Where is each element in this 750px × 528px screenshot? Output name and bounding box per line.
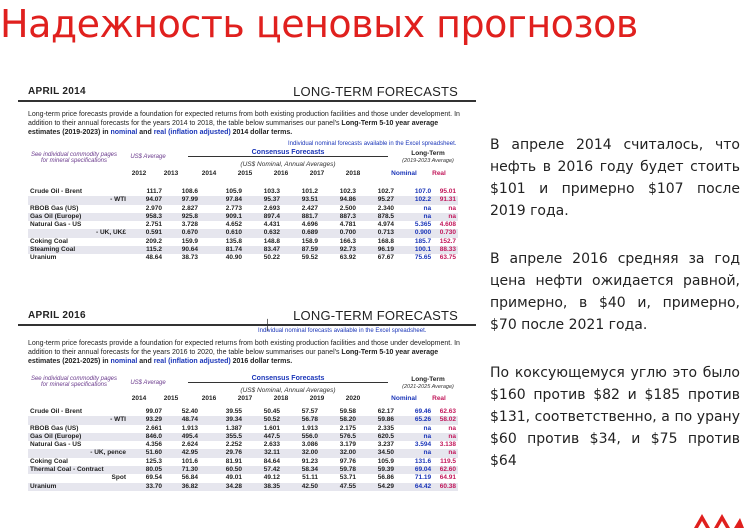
value-cell: 59.39 bbox=[358, 466, 396, 474]
value-cell: 0.591 bbox=[128, 229, 164, 237]
value-cell: 0.713 bbox=[358, 229, 396, 237]
value-cell: 48.74 bbox=[164, 416, 200, 424]
year: 2017 bbox=[309, 170, 325, 177]
commodity-name: Gas Oil (Europe) bbox=[28, 433, 128, 441]
see-note: See individual commodity pages for mineral specifications bbox=[30, 376, 118, 388]
value-cell: 81.91 bbox=[225, 457, 242, 465]
value-cell: 111.7 bbox=[146, 188, 162, 195]
nominal-cell: na bbox=[396, 433, 433, 441]
real-cell: 63.75 bbox=[439, 254, 456, 262]
panel-header bbox=[18, 84, 476, 102]
nominal-cell: 100.1 bbox=[396, 246, 433, 254]
table-row bbox=[28, 425, 458, 433]
value-cell: 81.74 bbox=[200, 246, 244, 254]
value-cell: 556.0 bbox=[282, 433, 320, 441]
value-cell: 32.11 bbox=[244, 449, 282, 457]
value-cell: 4.652 bbox=[225, 221, 242, 229]
value-cell: 71.30 bbox=[164, 466, 200, 474]
value-cell: 105.9 bbox=[225, 188, 242, 195]
value-cell: 49.12 bbox=[263, 474, 280, 482]
value-cell: 50.52 bbox=[244, 416, 282, 424]
value-cell: 101.6 bbox=[181, 457, 198, 465]
real-header: Real bbox=[432, 170, 446, 177]
value-cell: 94.86 bbox=[320, 196, 358, 204]
forecast-panel-2016 bbox=[18, 308, 476, 528]
para-end: 2016 dollar terms. bbox=[230, 358, 293, 365]
nominal-cell: 185.7 bbox=[414, 237, 432, 245]
real-cell: na bbox=[433, 213, 458, 221]
value-cell: 897.4 bbox=[244, 213, 282, 221]
table-row bbox=[28, 441, 458, 449]
value-cell: 51.60 bbox=[128, 449, 164, 457]
value-cell: 887.3 bbox=[320, 213, 358, 221]
uss-average: US$ Average bbox=[130, 154, 166, 160]
commodity-name: Uranium bbox=[30, 254, 57, 262]
para-and: and bbox=[137, 358, 154, 365]
real-cell: 3.138 bbox=[439, 441, 456, 449]
nominal-cell: 65.26 bbox=[396, 416, 433, 424]
commodity-name: Crude Oil - Brent bbox=[30, 408, 83, 415]
value-cell: 32.00 bbox=[320, 449, 358, 457]
value-cell: 4.431 bbox=[263, 221, 280, 229]
value-cell: 95.37 bbox=[244, 196, 282, 204]
value-cell: 29.76 bbox=[200, 449, 244, 457]
value-cell: 2.624 bbox=[181, 441, 198, 449]
value-cell: 166.3 bbox=[339, 237, 356, 245]
individual-note: Individual nominal forecasts available in the Excel spreadsheet. bbox=[288, 141, 457, 147]
panel-date: APRIL 2016 bbox=[28, 310, 86, 321]
nominal-cell: 0.900 bbox=[396, 229, 433, 237]
table-row bbox=[28, 229, 458, 237]
value-cell: 59.52 bbox=[301, 254, 318, 262]
value-cell: 846.0 bbox=[128, 433, 164, 441]
real-cell: 4.608 bbox=[439, 221, 456, 229]
value-cell: 84.64 bbox=[263, 457, 280, 465]
value-cell: 135.8 bbox=[225, 237, 242, 245]
commodity-name: Natural Gas - US bbox=[30, 221, 82, 229]
commodity-name: Steaming Coal bbox=[28, 246, 128, 254]
year: 2017 bbox=[237, 395, 253, 402]
commodity-name: - UK, UK£ bbox=[28, 229, 128, 237]
value-cell: 59.78 bbox=[320, 466, 358, 474]
value-cell: 2.340 bbox=[377, 204, 394, 212]
nominal-cell: 131.6 bbox=[414, 457, 432, 465]
forecast-panel-2014 bbox=[18, 84, 476, 306]
para-text: Long-term price forecasts provide a foundation for expected returns from both existing production facilities and those under development. In addition to their annual forecasts for the years 2014 to 2018, the table below summarises our panel's bbox=[28, 111, 460, 127]
value-cell: 97.84 bbox=[200, 196, 244, 204]
table-row bbox=[28, 238, 458, 246]
commodity-name: Coking Coal bbox=[30, 457, 68, 465]
table-row bbox=[28, 205, 458, 213]
nominal-cell: 71.19 bbox=[414, 474, 432, 482]
value-cell: 42.50 bbox=[282, 483, 320, 491]
value-cell: 1.913 bbox=[181, 424, 198, 432]
value-cell: 0.670 bbox=[164, 229, 200, 237]
table-row bbox=[28, 408, 458, 416]
nominal-cell: 75.65 bbox=[414, 254, 432, 262]
value-cell: 0.700 bbox=[320, 229, 358, 237]
value-cell: 102.7 bbox=[377, 188, 394, 195]
commodity-name: Thermal Coal - Contract bbox=[28, 466, 128, 474]
table-row bbox=[28, 474, 458, 482]
long-term-sub: (2021-2025 Average) bbox=[402, 384, 454, 390]
long-term-title: Long-Term bbox=[411, 150, 445, 157]
value-cell: 115.2 bbox=[128, 246, 164, 254]
real-cell: 58.02 bbox=[433, 416, 458, 424]
consensus-title: Consensus Forecasts bbox=[188, 149, 388, 157]
nominal-cell: 69.04 bbox=[396, 466, 433, 474]
value-cell: 2.773 bbox=[225, 204, 242, 212]
year: 2018 bbox=[273, 395, 289, 402]
real-cell: 0.730 bbox=[433, 229, 458, 237]
value-cell: 50.22 bbox=[263, 254, 280, 262]
value-cell: 495.4 bbox=[164, 433, 200, 441]
value-cell: 925.8 bbox=[164, 213, 200, 221]
long-term-sub: (2019-2023 Average) bbox=[402, 158, 454, 164]
table-row bbox=[28, 188, 458, 196]
table-row bbox=[28, 449, 458, 457]
para-nominal: nominal bbox=[110, 129, 138, 136]
value-cell: 91.23 bbox=[301, 457, 318, 465]
value-cell: 40.90 bbox=[225, 254, 242, 262]
para-real: real (inflation adjusted) bbox=[153, 129, 231, 136]
real-cell: 152.7 bbox=[439, 237, 456, 245]
value-cell: 56.78 bbox=[282, 416, 320, 424]
real-cell: 95.01 bbox=[439, 188, 456, 195]
value-cell: 102.3 bbox=[339, 188, 356, 195]
value-cell: 4.781 bbox=[339, 221, 356, 229]
value-cell: 99.07 bbox=[145, 408, 162, 415]
forecast-table-2014 bbox=[28, 188, 458, 263]
value-cell: 32.00 bbox=[282, 449, 320, 457]
real-cell: 62.60 bbox=[433, 466, 458, 474]
value-cell: 909.1 bbox=[200, 213, 244, 221]
real-cell: na bbox=[433, 449, 458, 457]
commentary-paragraph-3: По коксующемуся углю это было $160 против $82 и $185 против $131, соответственно, а по урану $60 против $34, и $75 против $64 bbox=[490, 365, 740, 469]
value-cell: 355.5 bbox=[200, 433, 244, 441]
commodity-name: RBOB Gas (US) bbox=[30, 424, 79, 432]
value-cell: 2.175 bbox=[339, 424, 356, 432]
value-cell: 2.500 bbox=[339, 204, 356, 212]
nominal-cell: 69.46 bbox=[414, 408, 432, 415]
value-cell: 69.54 bbox=[145, 474, 162, 482]
value-cell: 50.45 bbox=[263, 408, 280, 415]
commodity-name: Uranium bbox=[28, 483, 128, 491]
value-cell: 48.64 bbox=[145, 254, 162, 262]
value-cell: 51.11 bbox=[302, 474, 318, 482]
consensus-sub: (US$ Nominal, Annual Averages) bbox=[240, 387, 336, 394]
real-cell: na bbox=[448, 204, 456, 212]
value-cell: 93.29 bbox=[128, 416, 164, 424]
value-cell: 93.51 bbox=[282, 196, 320, 204]
logo-icon bbox=[690, 512, 744, 528]
nominal-cell: 3.594 bbox=[414, 441, 432, 449]
value-cell: 57.42 bbox=[244, 466, 282, 474]
value-cell: 2.661 bbox=[145, 424, 162, 432]
table-row bbox=[28, 483, 458, 491]
value-cell: 878.5 bbox=[358, 213, 396, 221]
value-cell: 80.05 bbox=[128, 466, 164, 474]
value-cell: 105.9 bbox=[377, 457, 394, 465]
value-cell: 97.76 bbox=[339, 457, 356, 465]
value-cell: 58.20 bbox=[320, 416, 358, 424]
value-cell: 2.827 bbox=[181, 204, 198, 212]
real-cell: 60.38 bbox=[433, 483, 458, 491]
nominal-cell: na bbox=[423, 424, 432, 432]
year: 2014 bbox=[131, 395, 147, 402]
value-cell: 148.8 bbox=[263, 237, 280, 245]
nominal-cell: na bbox=[396, 213, 433, 221]
value-cell: 3.237 bbox=[377, 441, 394, 449]
nominal-cell: na bbox=[423, 204, 432, 212]
table-row bbox=[28, 458, 458, 466]
value-cell: 38.35 bbox=[244, 483, 282, 491]
table-row bbox=[28, 246, 458, 254]
real-cell: na bbox=[433, 433, 458, 441]
table-row bbox=[28, 466, 458, 474]
value-cell: 108.6 bbox=[181, 188, 198, 195]
commodity-name: - WTI bbox=[28, 196, 128, 204]
para-text: Long-term price forecasts provide a foundation for expected returns from both existing production facilities and those under development. In addition to their annual forecasts for the years 2016 to 2020, the table below summarises our panel's bbox=[28, 340, 460, 356]
commodity-name: Crude Oil - Brent bbox=[30, 188, 83, 195]
slide-title: Надежность ценовых прогнозов bbox=[0, 2, 638, 46]
value-cell: 53.71 bbox=[339, 474, 356, 482]
value-cell: 83.47 bbox=[244, 246, 282, 254]
value-cell: 2.427 bbox=[301, 204, 318, 212]
value-cell: 1.387 bbox=[225, 424, 242, 432]
panel-paragraph bbox=[28, 110, 466, 137]
value-cell: 2.970 bbox=[145, 204, 162, 212]
year: 2015 bbox=[237, 170, 253, 177]
commentary-paragraph-2: В апреле 2016 средняя за год цена нефти ожидается равной, примерно, в $40 и, примерно, $70 после 2021 года. bbox=[490, 251, 740, 333]
value-cell: 1.913 bbox=[301, 424, 318, 432]
consensus-sub: (US$ Nominal, Annual Averages) bbox=[240, 161, 336, 168]
value-cell: 3.086 bbox=[301, 441, 318, 449]
value-cell: 42.95 bbox=[164, 449, 200, 457]
commodity-name: Coking Coal bbox=[30, 237, 68, 245]
value-cell: 1.601 bbox=[263, 424, 280, 432]
uss-average: US$ Average bbox=[130, 380, 166, 386]
year: 2012 bbox=[131, 170, 147, 177]
see-note: See individual commodity pages for mineral specifications bbox=[30, 152, 118, 164]
value-cell: 90.64 bbox=[164, 246, 200, 254]
table-row bbox=[28, 196, 458, 204]
value-cell: 54.29 bbox=[358, 483, 396, 491]
value-cell: 56.86 bbox=[377, 474, 394, 482]
value-cell: 38.73 bbox=[181, 254, 198, 262]
year: 2018 bbox=[345, 170, 361, 177]
year: 2014 bbox=[201, 170, 217, 177]
value-cell: 2.693 bbox=[263, 204, 280, 212]
value-cell: 59.58 bbox=[339, 408, 356, 415]
value-cell: 3.179 bbox=[339, 441, 356, 449]
year: 2015 bbox=[163, 395, 179, 402]
year: 2016 bbox=[201, 395, 217, 402]
value-cell: 97.99 bbox=[164, 196, 200, 204]
value-cell: 881.7 bbox=[282, 213, 320, 221]
value-cell: 33.70 bbox=[128, 483, 164, 491]
value-cell: 56.84 bbox=[181, 474, 198, 482]
panel-date: APRIL 2014 bbox=[28, 86, 86, 97]
real-cell: 119.5 bbox=[440, 457, 456, 465]
table-row bbox=[28, 433, 458, 441]
para-nominal: nominal bbox=[110, 358, 138, 365]
value-cell: 125.3 bbox=[145, 457, 162, 465]
value-cell: 159.9 bbox=[181, 237, 198, 245]
value-cell: 62.17 bbox=[377, 408, 394, 415]
panel-paragraph bbox=[28, 339, 466, 366]
nominal-cell: 64.42 bbox=[396, 483, 433, 491]
value-cell: 87.59 bbox=[282, 246, 320, 254]
value-cell: 58.34 bbox=[282, 466, 320, 474]
value-cell: 96.19 bbox=[358, 246, 396, 254]
nominal-cell: 5.365 bbox=[414, 221, 432, 229]
commodity-name: Gas Oil (Europe) bbox=[28, 213, 128, 221]
nominal-header: Nominal bbox=[391, 170, 417, 177]
value-cell: 39.34 bbox=[200, 416, 244, 424]
value-cell: 447.5 bbox=[244, 433, 282, 441]
real-cell: na bbox=[448, 424, 456, 432]
para-bold: Long-Term 5-10 year average estimates (2019-2023) in bbox=[28, 120, 439, 136]
value-cell: 2.252 bbox=[225, 441, 242, 449]
table-row bbox=[28, 221, 458, 229]
nominal-cell: na bbox=[396, 449, 433, 457]
value-cell: 60.50 bbox=[200, 466, 244, 474]
value-cell: 158.9 bbox=[301, 237, 318, 245]
panel-heading: LONG-TERM FORECASTS bbox=[293, 84, 458, 99]
table-row bbox=[28, 416, 458, 424]
value-cell: 63.92 bbox=[339, 254, 356, 262]
value-cell: 576.5 bbox=[320, 433, 358, 441]
individual-note: Individual nominal forecasts available in the Excel spreadsheet. bbox=[258, 328, 427, 334]
real-cell: 62.63 bbox=[439, 408, 456, 415]
value-cell: 0.632 bbox=[244, 229, 282, 237]
year: 2013 bbox=[163, 170, 179, 177]
value-cell: 67.67 bbox=[377, 254, 394, 262]
value-cell: 57.57 bbox=[301, 408, 318, 415]
commodity-name: Spot bbox=[111, 474, 126, 482]
value-cell: 59.86 bbox=[358, 416, 396, 424]
value-cell: 2.751 bbox=[145, 221, 162, 229]
value-cell: 3.728 bbox=[181, 221, 198, 229]
table-row bbox=[28, 254, 458, 262]
table-row bbox=[28, 213, 458, 221]
consensus-title: Consensus Forecasts bbox=[188, 375, 388, 383]
value-cell: 103.3 bbox=[263, 188, 280, 195]
value-cell: 36.82 bbox=[164, 483, 200, 491]
value-cell: 4.356 bbox=[145, 441, 162, 449]
value-cell: 4.974 bbox=[377, 221, 394, 229]
value-cell: 47.55 bbox=[320, 483, 358, 491]
commodity-name: RBOB Gas (US) bbox=[30, 204, 79, 212]
value-cell: 2.633 bbox=[263, 441, 280, 449]
value-cell: 958.3 bbox=[128, 213, 164, 221]
value-cell: 101.2 bbox=[301, 188, 318, 195]
value-cell: 0.610 bbox=[200, 229, 244, 237]
nominal-cell: 102.2 bbox=[396, 196, 433, 204]
real-cell: 91.31 bbox=[433, 196, 458, 204]
value-cell: 4.696 bbox=[301, 221, 318, 229]
commodity-name: - UK, pence bbox=[28, 449, 128, 457]
para-bold: Long-Term 5-10 year average estimates (2021-2025) in bbox=[28, 349, 439, 365]
year: 2016 bbox=[273, 170, 289, 177]
real-cell: 88.33 bbox=[433, 246, 458, 254]
commentary-paragraph-1: В апреле 2014 считалось, что нефть в 2016 году будет стоить $101 и примерно $107 после 2019 года. bbox=[490, 137, 740, 219]
para-real: real (inflation adjusted) bbox=[153, 358, 231, 365]
crosshair-cursor-icon: ┼ bbox=[264, 320, 272, 331]
value-cell: 34.50 bbox=[358, 449, 396, 457]
nominal-header: Nominal bbox=[391, 395, 417, 402]
real-header: Real bbox=[432, 395, 446, 402]
value-cell: 620.5 bbox=[358, 433, 396, 441]
value-cell: 34.28 bbox=[200, 483, 244, 491]
value-cell: 168.8 bbox=[377, 237, 394, 245]
real-cell: 64.91 bbox=[439, 474, 456, 482]
year: 2020 bbox=[345, 395, 361, 402]
value-cell: 0.689 bbox=[282, 229, 320, 237]
value-cell: 52.40 bbox=[181, 408, 198, 415]
value-cell: 49.01 bbox=[225, 474, 242, 482]
forecast-table-2016 bbox=[28, 408, 458, 491]
value-cell: 39.55 bbox=[225, 408, 242, 415]
value-cell: 209.2 bbox=[145, 237, 162, 245]
panel-heading: LONG-TERM FORECASTS bbox=[293, 308, 458, 323]
value-cell: 95.27 bbox=[358, 196, 396, 204]
para-end: 2014 dollar terms. bbox=[230, 129, 293, 136]
year: 2019 bbox=[309, 395, 325, 402]
commodity-name: Natural Gas - US bbox=[30, 441, 82, 449]
value-cell: 94.07 bbox=[128, 196, 164, 204]
value-cell: 92.73 bbox=[320, 246, 358, 254]
long-term-title: Long-Term bbox=[411, 376, 445, 383]
commodity-name: - WTI bbox=[28, 416, 128, 424]
panel-header bbox=[18, 308, 476, 326]
nominal-cell: 107.0 bbox=[414, 188, 432, 195]
para-and: and bbox=[137, 129, 154, 136]
value-cell: 2.335 bbox=[377, 424, 394, 432]
